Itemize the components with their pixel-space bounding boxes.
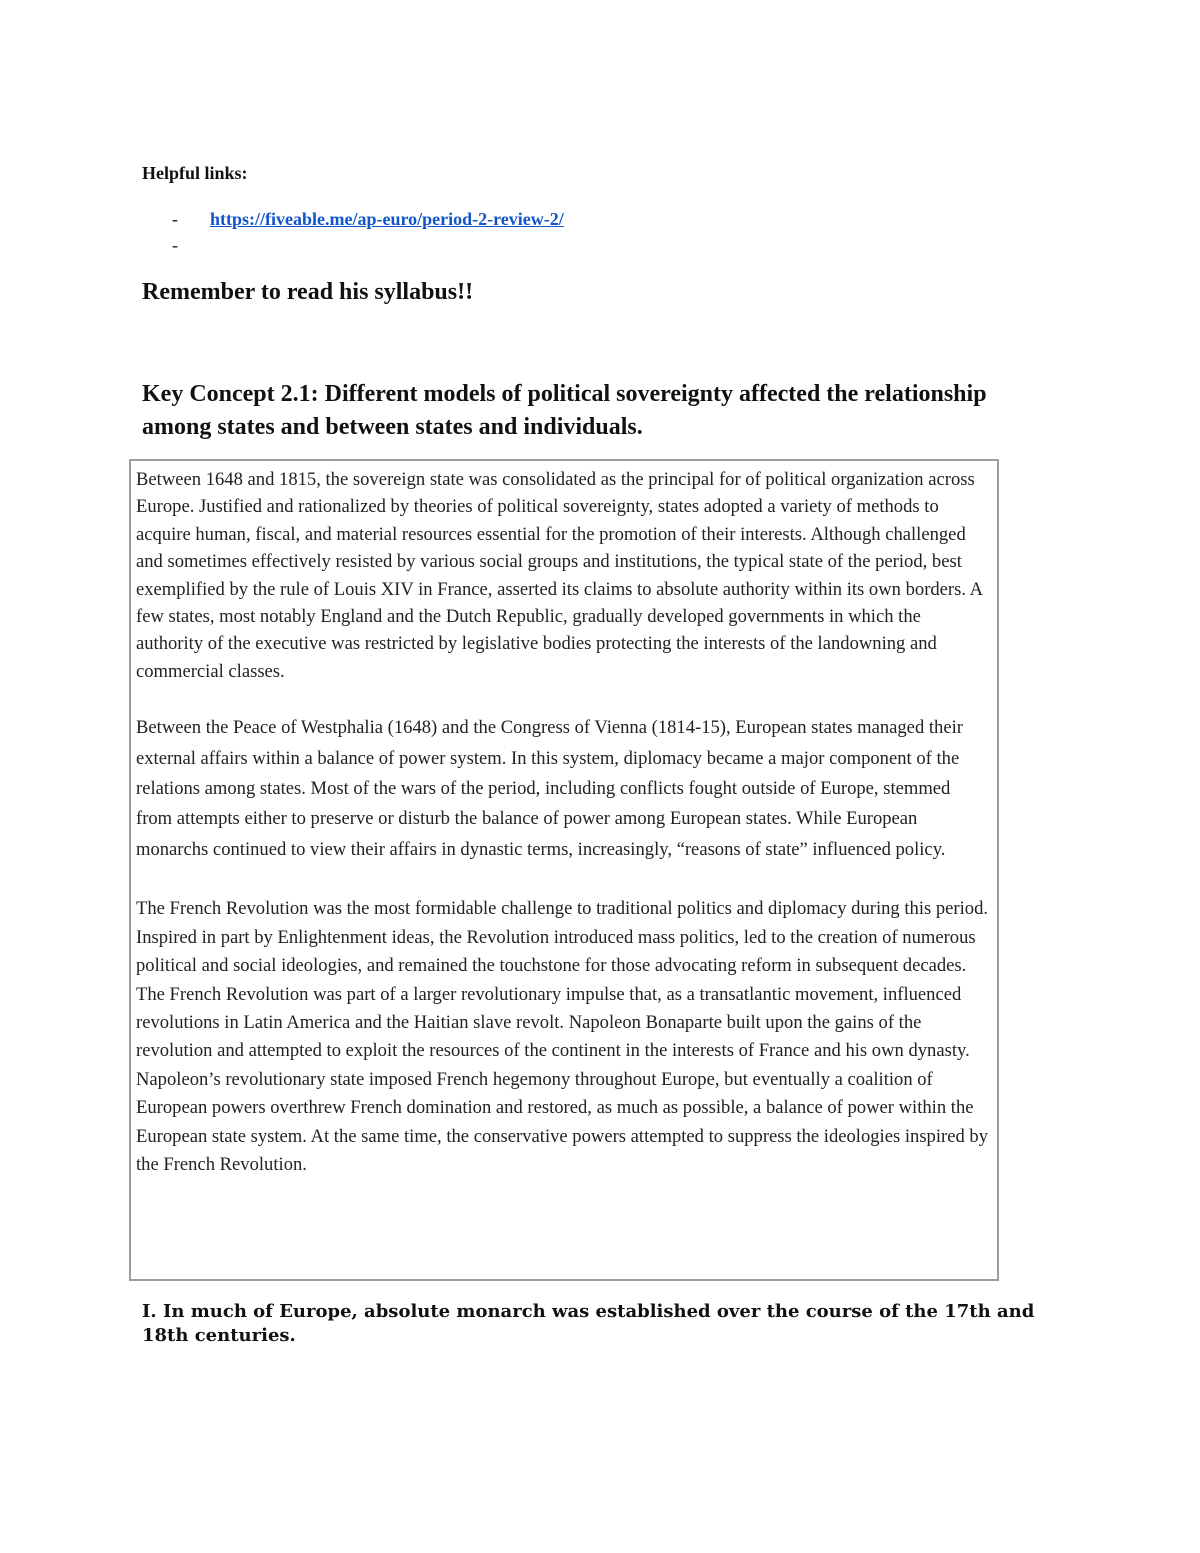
- fiveable-link[interactable]: https://fiveable.me/ap-euro/period-2-review-2/: [210, 209, 564, 229]
- helpful-links-label: Helpful links:: [142, 163, 248, 183]
- list-item: [172, 206, 564, 232]
- list-item: [172, 232, 564, 258]
- syllabus-reminder: Remember to read his syllabus!!: [142, 279, 474, 305]
- list-dash: -: [172, 209, 178, 229]
- summary-paragraph-1: Between 1648 and 1815, the sovereign state was consolidated as the principal for of political organization across Europe. Justified and rationalized by theories of political sovereignty, states adopted a variety of methods to acquire human, fiscal, and material resources essential for the promotion of their interests. Although challenged and sometimes effectively resisted by various social groups and institutions, the typical state of the period, best exemplified by the rule of Louis XIV in France, asserted its claims to absolute authority within its own borders. A few states, most notably England and the Dutch Republic, gradually developed governments in which the authority of the executive was restricted by legislative bodies protecting the interests of the landowning and commercial classes.: [136, 469, 983, 682]
- summary-paragraph-3: The French Revolution was the most formidable challenge to traditional politics and diplomacy during this period. Inspired in part by Enlightenment ideas, the Revolution introduced mass politics, led to the creation of numerous political and social ideologies, and remained the touchstone for those advocating reform in subsequent decades. The French Revolution was part of a larger revolutionary impulse that, as a transatlantic movement, influenced revolutions in Latin America and the Haitian slave revolt. Napoleon Bonaparte built upon the gains of the revolution and attempted to exploit the resources of the continent in the interests of France and his own dynasty. Napoleon’s revolutionary state imposed French hegemony throughout Europe, but eventually a coalition of European powers overthrew French domination and restored, as much as possible, a balance of power within the European state system. At the same time, the conservative powers attempted to suppress the ideologies inspired by the French Revolution.: [136, 898, 989, 1175]
- section-heading: I. In much of Europe, absolute monarch was established over the course of the 17th and 18th centuries.: [142, 1301, 1035, 1346]
- list-dash: -: [172, 235, 178, 255]
- key-concept-title: Key Concept 2.1: Different models of political sovereignty affected the relationship among states and between states and individuals.: [142, 381, 987, 440]
- concept-summary-box: [129, 459, 999, 1281]
- helpful-links-list: [172, 206, 564, 258]
- summary-paragraph-2: Between the Peace of Westphalia (1648) and the Congress of Vienna (1814-15), European states managed their external affairs within a balance of power system. In this system, diplomacy became a major component of the relations among states. Most of the wars of the period, including conflicts fought outside of Europe, stemmed from attempts either to preserve or disturb the balance of power among European states. While European monarchs continued to view their affairs in dynastic terms, increasingly, “reasons of state” influenced policy.: [136, 717, 963, 860]
